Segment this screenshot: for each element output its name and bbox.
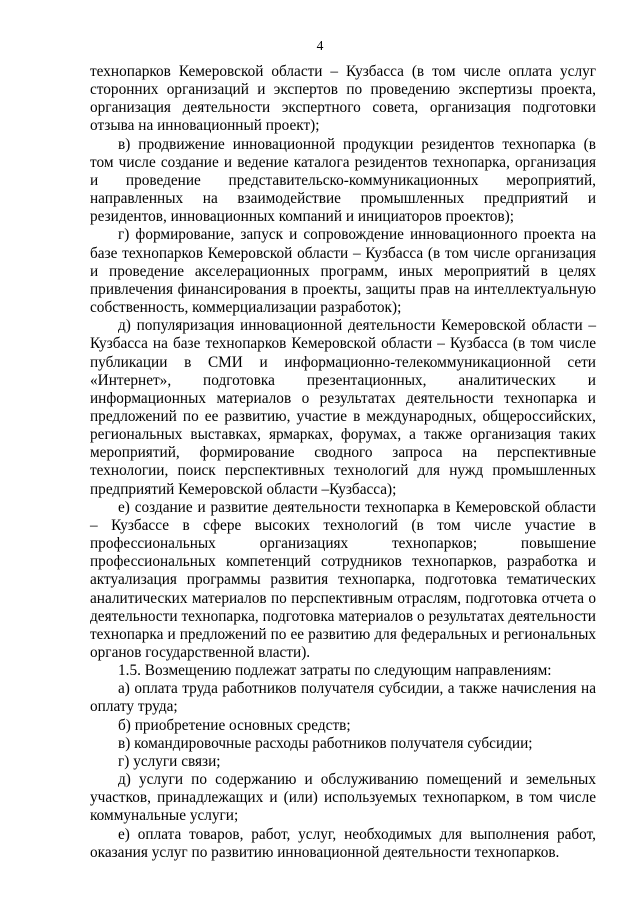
cost-item-b: б) приобретение основных средств; [118, 716, 351, 734]
cost-item-a: а) оплата труда работников получателя субсидии, а также начисления на оплату труда; [90, 680, 596, 716]
cost-item-g: г) услуги связи; [118, 752, 221, 770]
cost-item-d: д) услуги по содержанию и обслуживанию помещений и земельных участков, принадлежащих и (или) используемых технопарком, в том числе коммунальные услуги; [90, 771, 596, 825]
paragraph-continuation: технопарков Кемеровской области – Кузбасса (в том числе оплата услуг сторонних организаций и экспертов по проведению экспертизы проекта, организация деятельности экспертного совета, организация подготовки отзыва на инновационный проект); [90, 63, 596, 135]
paragraph-item-d: д) популяризация инновационной деятельности Кемеровской области – Кузбасса на базе технопарков Кемеровской области – Кузбасса (в том числе публикации в СМИ и информационно-телекоммуникационной сети «Интернет», подготовка презентационных, аналитических и информационных материалов о результатах деятельности технопарка и предложений по ее развитию, участие в международных, общероссийских, региональных выставках, ярмарках, форумах, а также организация таких мероприятий, формирование сводного запроса на перспективные технологии, поиск перспективных технологий для нужд промышленных предприятий Кемеровской области –Кузбасса); [90, 317, 596, 498]
document-body [90, 63, 596, 862]
paragraph-item-e: е) создание и развитие деятельности технопарка в Кемеровской области – Кузбассе в сфере высоких технологий (в том числе участие в профессиональных организациях технопарков; повышение профессиональных компетенций сотрудников технопарков, разработка и актуализация программы развития технопарка, подготовка тематических аналитических материалов по перспективным отраслям, подготовка отчета о деятельности технопарка, подготовка материалов о результатах деятельности технопарка и предложений по ее развитию для федеральных и региональных органов государственной власти). [90, 498, 596, 661]
paragraph-item-g: г) формирование, запуск и сопровождение инновационного проекта на базе технопарков Кемеровской области – Кузбасса (в том числе организация и проведение акселерационных программ, иных мероприятий в целях привлечения финансирования в проекты, защиты прав на интеллектуальную собственность, коммерциализации разработок); [90, 226, 596, 317]
cost-item-v: в) командировочные расходы работников получателя субсидии; [118, 734, 533, 752]
cost-item-e: е) оплата товаров, работ, услуг, необходимых для выполнения работ, оказания услуг по развитию инновационной деятельности технопарков. [90, 825, 596, 861]
page-number: 4 [316, 38, 324, 53]
paragraph-section-1-5: 1.5. Возмещению подлежат затраты по следующим направлениям: [118, 662, 552, 680]
paragraph-item-v: в) продвижение инновационной продукции резидентов технопарка (в том числе создание и ведение каталога резидентов технопарка, организация и проведение представительско-коммуникационных мероприятий, направленных на взаимодействие промышленных предприятий и резидентов, инновационных компаний и инициаторов проектов); [90, 135, 596, 226]
